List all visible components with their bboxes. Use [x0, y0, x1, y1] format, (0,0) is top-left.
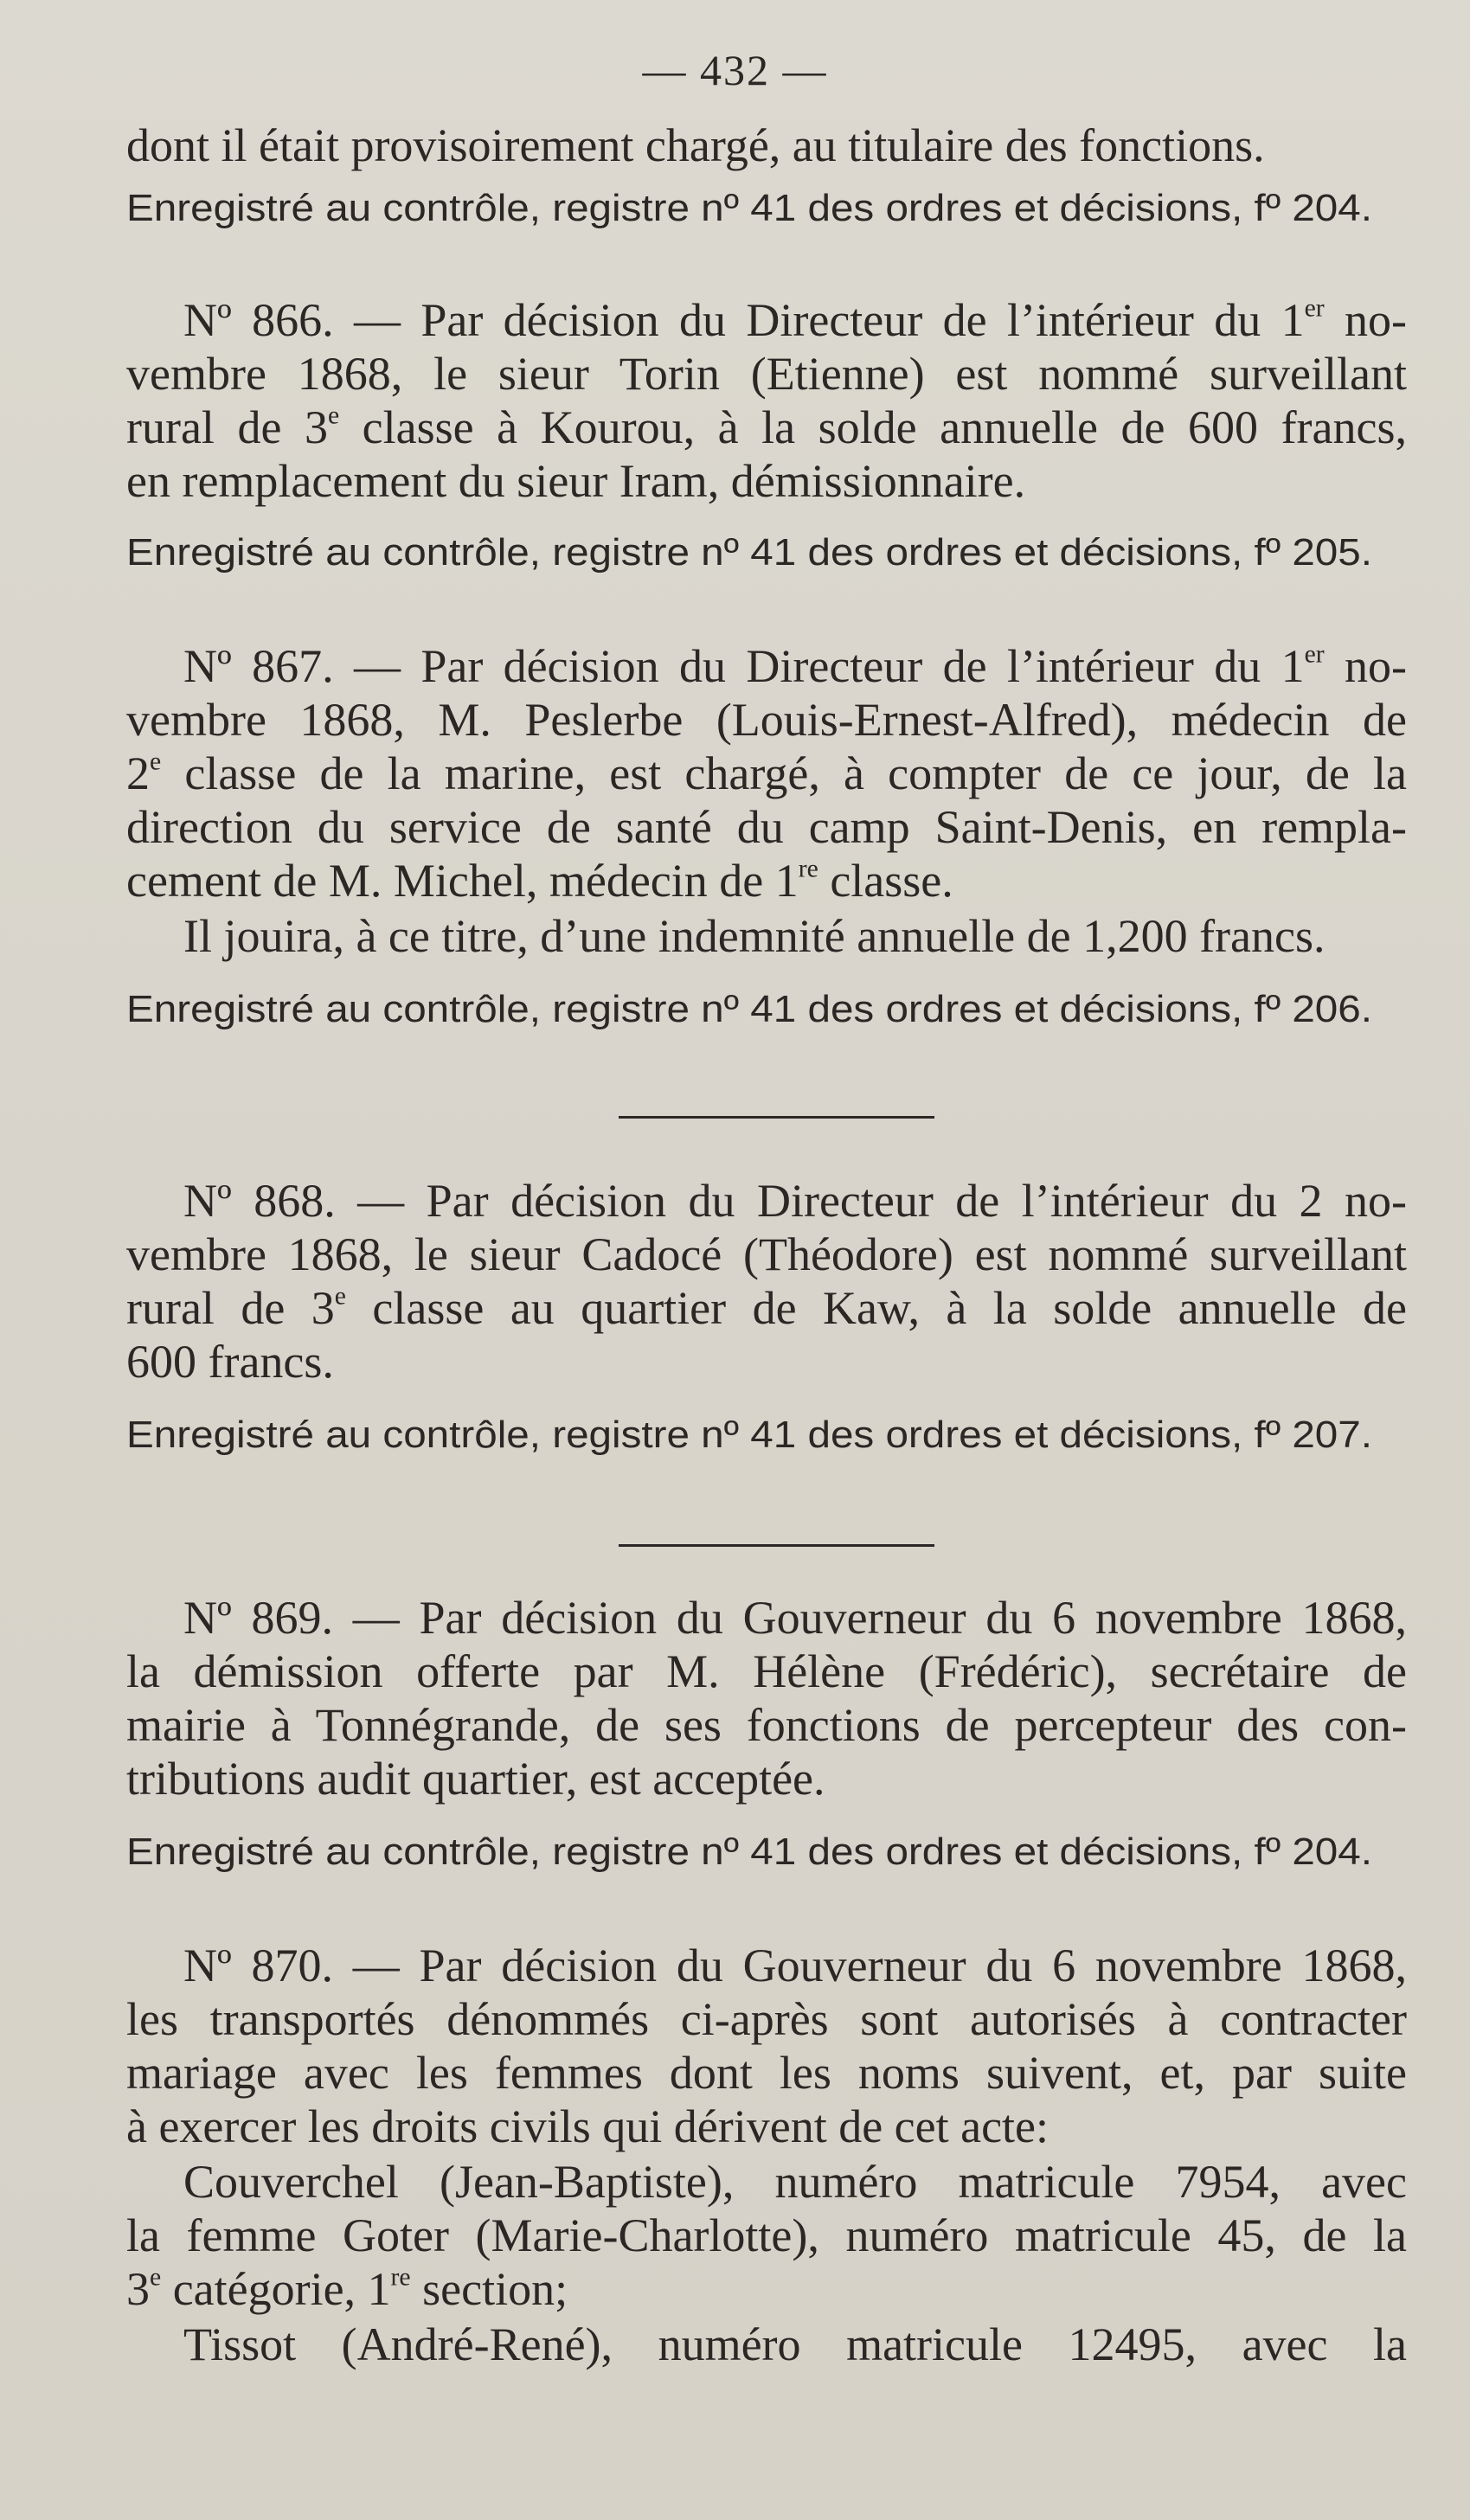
page-number: — 432 — — [642, 46, 828, 94]
text-line: tributions audit quartier, est acceptée. — [126, 1753, 825, 1805]
registration-note: Enregistré au contrôle, registre nº 41 des ordres et décisions, fº 207. — [126, 1414, 1372, 1456]
text-line: mairie à Tonnégrande, de ses fonctions de percepteur des con- — [126, 1699, 1407, 1751]
registration-note: Enregistré au contrôle, registre nº 41 des ordres et décisions, fº 204. — [126, 1831, 1372, 1873]
superscript: e — [150, 2263, 162, 2292]
text-line: vembre 1868, le sieur Cadocé (Théodore) est nommé surveillant — [126, 1228, 1407, 1280]
text-line: rural de 3e classe au quartier de Kaw, à la solde annuelle de — [126, 1282, 1407, 1334]
text-line: la femme Goter (Marie-Charlotte), numéro matricule 45, de la — [126, 2209, 1407, 2261]
registration-note: Enregistré au contrôle, registre nº 41 des ordres et décisions, fº 205. — [126, 531, 1372, 574]
superscript: er — [1304, 294, 1325, 323]
text-line: Nº 868. — Par décision du Directeur de l’intérieur du 2 no- — [183, 1175, 1407, 1227]
section-divider — [619, 1544, 934, 1547]
text-line: la démission offerte par M. Hélène (Frédéric), secrétaire de — [126, 1645, 1407, 1697]
text-line: cement de M. Michel, médecin de 1re classe. — [126, 855, 953, 907]
text-line: direction du service de santé du camp Saint-Denis, en rempla- — [126, 801, 1407, 853]
superscript: re — [390, 2263, 411, 2292]
superscript: e — [327, 401, 340, 430]
text-line: mariage avec les femmes dont les noms suivent, et, par suite — [126, 2047, 1407, 2099]
text-line: à exercer les droits civils qui dérivent de cet acte: — [126, 2100, 1050, 2152]
text-line: Nº 869. — Par décision du Gouverneur du 6 novembre 1868, — [183, 1592, 1407, 1644]
superscript: e — [334, 1282, 346, 1311]
text-line: en remplacement du sieur Iram, démissionnaire. — [126, 455, 1026, 507]
superscript: re — [798, 855, 818, 883]
text-line: Tissot (André-René), numéro matricule 12495, avec la — [183, 2318, 1407, 2370]
text-line: Nº 870. — Par décision du Gouverneur du 6 novembre 1868, — [183, 1940, 1407, 1991]
superscript: e — [150, 747, 162, 776]
text-line: les transportés dénommés ci-après sont autorisés à contracter — [126, 1993, 1407, 2045]
text-line: 600 francs. — [126, 1336, 334, 1388]
text-line: vembre 1868, le sieur Torin (Etienne) est nommé surveillant — [126, 348, 1407, 400]
text-line: 3e catégorie, 1re section; — [126, 2263, 568, 2315]
text-line: Nº 867. — Par décision du Directeur de l’intérieur du 1er no- — [183, 640, 1408, 692]
text-line: vembre 1868, M. Peslerbe (Louis-Ernest-Alfred), médecin de — [126, 694, 1407, 746]
text-line: dont il était provisoirement chargé, au titulaire des fonctions. — [126, 119, 1265, 171]
superscript: er — [1304, 640, 1325, 669]
section-divider — [619, 1116, 934, 1119]
text-line: Couverchel (Jean-Baptiste), numéro matricule 7954, avec — [183, 2156, 1407, 2208]
registration-note: Enregistré au contrôle, registre nº 41 des ordres et décisions, fº 204. — [126, 187, 1372, 229]
registration-note: Enregistré au contrôle, registre nº 41 des ordres et décisions, fº 206. — [126, 988, 1372, 1030]
text-line: rural de 3e classe à Kourou, à la solde annuelle de 600 francs, — [126, 401, 1407, 453]
text-line: 2e classe de la marine, est chargé, à compter de ce jour, de la — [126, 747, 1407, 799]
text-line: Il jouira, à ce titre, d’une indemnité annuelle de 1,200 francs. — [183, 910, 1326, 962]
text-line: Nº 866. — Par décision du Directeur de l’intérieur du 1er no- — [183, 294, 1408, 346]
